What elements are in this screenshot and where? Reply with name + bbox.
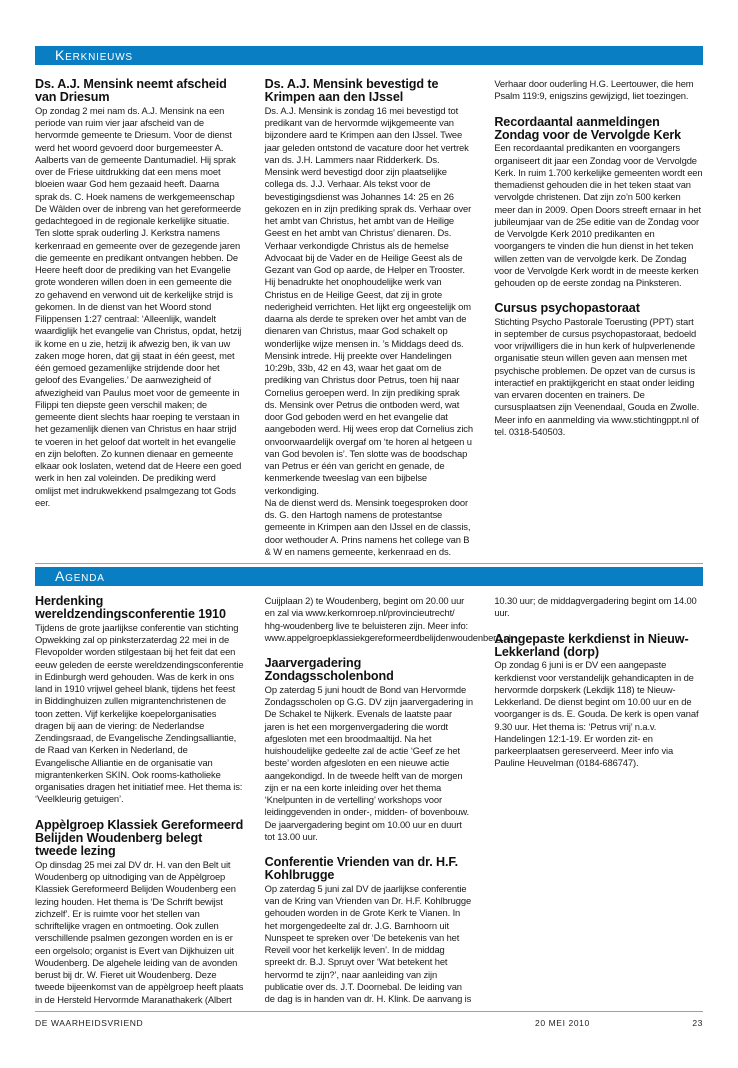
article-title: Cursus psychopastoraat — [494, 301, 640, 316]
footer-publication: DE WAARHEIDSVRIEND — [35, 1018, 144, 1028]
article-title: Ds. A.J. Mensink bevestigd te Krimpen aan den IJssel — [264, 77, 439, 105]
article — [494, 633, 703, 770]
article-paragraph: Op zondag 2 mei nam ds. A.J. Mensink na een periode van ruim vier jaar afscheid van de hervormde gemeente te Driesum. Voor de dienst werd het woord gevoerd door burgemeester A. Aalberts van de gemeente Dantumadiel. Hij sprak over de Friese uitdrukking dat een mens moet bloeien waar God hem gezaaid heeft. Daarna sprak ds. C. Hoek namens de werkgemeenschap De Wâlden over de inbreng van het gereformeerde gedachtegoed in de regionale kerkelijke situatie. Ten slotte sprak ouderling J. Kerkstra namens kerkenraad en gemeente over de gezegende jaren die gemeente en predikant ontvangen hebben. De Heere heeft door de prediking van het Evangelie grote wonderen willen doen in een gemeente die zo gehavend en verwond uit de kerkelijke strijd is gekomen. In de dienst van het Woord stond Filippensen 1:27 centraal: ‘Alleenlijk, wandelt waardiglijk het evangelie van Christus, opdat, hetzij ik kome en u zie, hetzij ik afwezig ben, ik van uw zaken moge horen, dat gij staat in één geest, met één gemoed gezamenlijke strijdende door het geloof des Evangelies.’ De aanwezigheid of afwezigheid van Paulus moet voor de gemeente in Filippi ten diepste geen verschil maken; de gemeente dient slechts haar roeping te verstaan in het gezamenlijk dienen van Christus en haar strijd te voeren in het geloof dat wortelt in het evangelie en zijn beloften. Zo kunnen dienaar en gemeente elkaar ook loslaten, wetend dat de Heere een goed werk in hen zal voleinden. De prediking werd omlijst met indrukwekkend psalmgezang tot Gods eer. — [35, 104, 242, 508]
article-paragraph: Na de dienst werd ds. Mensink toegesproken door ds. G. den Hartogh namens de protestantse gemeente in Krimpen aan den IJssel en de classis, door wethouder A. Prins namens het college van B & W en namens gemeente, kerkenraad en ds. Verhaar door ouderling H.G. Leertouwer, die hem Psalm 119:9, enigszins gewijzigd, liet toezingen. — [264, 78, 694, 557]
article-title: Conferentie Vrienden van dr. H.F. Kohlbrugge — [264, 855, 459, 883]
article — [265, 657, 474, 843]
section-header-agenda — [35, 567, 703, 586]
section-title: Kerknieuws — [55, 47, 133, 63]
article-paragraph: Een recordaantal predikanten en voorgangers organiseert dit jaar een Zondag voor de Vervolgde Kerk. In ruim 1.700 kerkelijke gemeenten wordt een themadienst gehouden die in het teken staat van vervolgde christenen. Dat zijn zo’n 500 kerken meer dan in 2009. Open Doors streeft ernaar in het jubileumjaar van de 25e editie van de Zondag voor de Vervolgde Kerk 2010 predikanten en voorgangers te vinden die hun dienst in het teken willen zetten van de vervolgde kerk. De Zondag voor de Vervolgde Kerk wordt in de meeste kerken gehouden op de eerste zondag na Pinksteren. — [494, 142, 703, 289]
article-title: Herdenking wereldzendingsconferentie 1910 — [35, 594, 226, 622]
footer-page-number: 23 — [692, 1018, 703, 1028]
article-paragraph: Op zaterdag 5 juni houdt de Bond van Hervormde Zondagsscholen op G.G. DV zijn jaarvergadering in De Schakel te Nijkerk. Evenals de laatste paar jaren is het een morgenvergadering die wordt afgesloten met een broodmaaltijd. Na het huishoudelijke gedeelte zal de actie ‘Geef ze het beste’ worden afgesloten en een nieuwe actie aangekondigd. In de tweede helft van de morgen zijn er na een korte inleiding over het thema ‘Knelpunten in de vertelling’ workshops voor leidinggevenden in onder-, midden- of bovenbouw. De jaarvergadering begint om 10.00 uur en duurt tot 13.00 uur. — [264, 683, 473, 842]
article-title: Jaarvergadering Zondagsscholenbond — [264, 656, 394, 684]
article-paragraph: Ds. A.J. Mensink is zondag 16 mei bevestigd tot predikant van de hervormde wijkgemeente van bijzondere aard te Krimpen aan den IJssel. Twee jaar geleden ontstond de vacature door het vertrek van ds. J.H. Lammers naar Ridderkerk. Ds. Mensink werd bevestigd door zijn plaatselijke collega ds. J.J. Verhaar. Als tekst voor de bevestigingsdienst was Johannes 14: 25 en 26 gekozen en in zijn prediking sprak ds. Verhaar over het ambt van Christus, het ambt van de Heilige Geest en het ambt van Christus’ dienaren. Ds. Verhaar verkondigde Christus als de hemelse Advocaat bij de Vader en de Heilige Geest als de Gezant van God op aarde, de Helper en Trooster. Hij benadrukte het onophoudelijke werk van Christus en de Heilige Geest, dat zij in grote nederigheid verrichten. Het lijkt erg ongeestelijk om daarna als derde te spreken over het ambt van de dienaren van Christus, maar God schakelt op wonderlijke wijze mensen in. ’s Middags deed ds. Mensink intrede. Hij preekte over Handelingen 10:29b, 33b, 42 en 43, waar het gaat om de prediking van Christus door Petrus, toen hij naar Cornelius geroepen werd. In zijn prediking sprak ds. Mensink over Petrus die ontboden werd, wat door God geboden werd en het evangelie dat aangeboden werd. Hij wees erop dat Cornelius zich onvoorwaardelijk overgaf om ‘te horen al hetgeen u van God bevolen is’. Ten slotte was de boodschap van Petrus er één van gericht en genade, de kenmerkende tweeslag van een bijbelse verkondiging. — [264, 104, 473, 496]
article-title: Ds. A.J. Mensink neemt afscheid van Driesum — [35, 77, 227, 105]
footer-date: 20 MEI 2010 — [535, 1018, 590, 1028]
article — [494, 302, 703, 438]
footer-rule — [35, 1011, 703, 1012]
article-title: Recordaantal aanmeldingen Zondag voor de Vervolgde Kerk — [494, 114, 682, 142]
article-paragraph: Op zaterdag 5 juni zal DV de jaarlijkse conferentie van de Kring van Vrienden van Dr. H.F. Kohlbrugge gehouden worden in de Grote Kerk te Vianen. In het morgengedeelte zal dr. J.G. Barnhoorn uit Nunspeet te spreken over ‘De betekenis van het Reveil voor het kerkelijk leven’. In de middag spreekt dr. B.J. Spruyt over ‘Wat betekent het hervormd te zijn?’, naar aanleiding van zijn publicatie over ds. J.T. Doornebal. De leiding van de dag is in handen van dr. H. Klink. De aanvang is 10.30 uur; de middagvergadering begint om 14.00 uur. — [264, 595, 697, 1005]
agenda-columns — [35, 595, 703, 1007]
article-paragraph: Tijdens de grote jaarlijkse conferentie van stichting Opwekking zal op pinksterzaterdag 22 mei in de Flevopolder worden stilgestaan bij het feit dat een eeuw geleden de eerste wereldzendingsconferentie in Edinburgh werd gehouden. Was de kerk in ons land in 1910 vrijwel geheel blank, tijdens het feest in Biddinghuizen zullen migrantenchristenen de toon zetten. Vijf kerkelijke koepelorganisaties dragen bij aan de viering: de Nederlandse Zendingsraad, de Evangelische Zendingsalliantie, de Raad van Kerken in Nederland, de Evangelische Alliantie en de organisatie van migrantenkerken SKIN. Ook rooms-katholieke organisaties dragen het initiatief mee. Het thema is: ‘Veelkleurig getuigen’. — [35, 621, 244, 805]
article-paragraph: Op dinsdag 25 mei zal DV dr. H. van den Belt uit Woudenberg op uitnodiging van de Appèlgroep Klassiek Gereformeerd Belijden Woudenberg een lezing houden. Het thema is ‘De Schrift bewijst zichzelf’. Er is ruimte voor het stellen van schriftelijke vragen en ontmoeting. Ook zullen verschillende psalmen gezongen worden en is er een orgelsolo; organist is Evert van Dijkhuizen uit Woudenberg. De algehele leiding van de avonden berust bij dr. W. Fieret uit Woudenberg. Deze tweede bijeenkomst van de appèlgroep heeft plaats in de Hersteld Hervormde Maranathakerk (Albert Cuijplaan 2) te Woudenberg, begint om 20.00 uur en zal via www.kerkomroep.nl/provincieutrecht/ hhg-woudenberg live te beluisteren zijn. Meer info: www.appelgroepklassiekgereformeerdbelijdenwoudenberg.nl. — [35, 595, 514, 1005]
section-header-kerknieuws — [35, 46, 703, 65]
article — [35, 595, 244, 806]
article-paragraph: Op zondag 6 juni is er DV een aangepaste kerkdienst voor verstandelijk gehandicapten in de hervormde dorpskerk (Lekdijk 118) te Nieuw-Lekkerland. De dienst begint om 10.00 uur en de voorganger is ds. E. Gouda. De kerk is open vanaf 9.30 uur. Het thema is: ‘Petrus vrij’ n.a.v. Handelingen 12:1-19. Er worden zit- en parkeerplaatsen gereserveerd. Meer info via Pauline Heuvelman (0184-686747). — [494, 659, 699, 769]
section-title: Agenda — [55, 568, 105, 584]
kerknieuws-columns — [35, 78, 703, 562]
article-paragraph: Stichting Psycho Pastorale Toerusting (PPT) start in september de cursus psychopastoraat, bedoeld voor vrijwilligers die in hun kerk of hulpverlenende organisatie steun willen geven aan mensen met psychische problemen. De opzet van de cursus is interactief en praktijkgericht en staat onder leiding van ervaren docenten en trainers. De cursusplaatsen zijn Veenendaal, Gouda en Zwolle. Meer info en aanmelding via www.stichtingppt.nl of tel. 0318-540503. — [494, 315, 700, 437]
article-title: Appèlgroep Klassiek Gereformeerd Belijden Woudenberg belegt tweede lezing — [35, 817, 244, 859]
section-divider — [35, 563, 703, 564]
article — [494, 116, 703, 290]
article-title: Aangepaste kerkdienst in Nieuw-Lekkerland (dorp) — [494, 631, 689, 659]
article — [35, 78, 244, 509]
